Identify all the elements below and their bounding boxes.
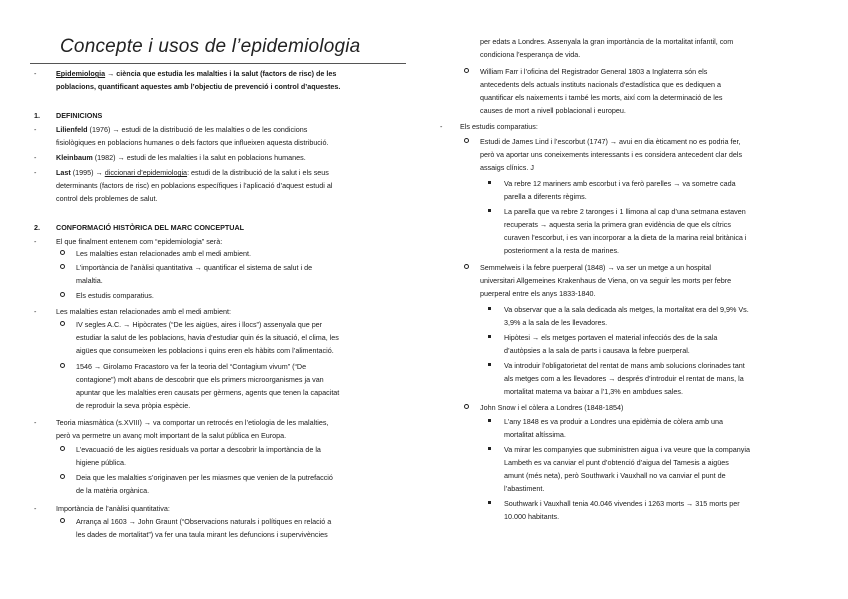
circle-bullet (60, 363, 65, 368)
circle-bullet (60, 321, 65, 326)
dash-bullet: - (34, 307, 37, 316)
square-bullet (488, 447, 491, 450)
list-item: Els estudis comparatius. (76, 291, 154, 300)
list-item: Va rebre 12 mariners amb escorbut i va ferò parelles → va sometre cada (504, 179, 736, 188)
list-item: Arrança al 1603 → John Graunt (“Observacions naturals i polítiques en relació a (76, 517, 332, 526)
list-item-cont: curaven l’escorbut, i es van incorporar a la dieta de la marina reial britànica i (504, 233, 747, 242)
dash-bullet: - (440, 122, 443, 131)
list-item-cont: assaigs clínics. J (480, 163, 534, 172)
author-last: Last (56, 168, 71, 177)
list-item: William Farr i l’oficina del Registrador General 1803 a Inglaterra són els (480, 67, 708, 76)
square-bullet (488, 181, 491, 184)
list-item-cont: 3,9% a la sala de les llevadores. (504, 318, 608, 327)
list-item-cont: les dades de mortalitat”) va fer una taula mirant les defuncions i supervivències (76, 530, 328, 539)
dash-bullet: - (34, 237, 37, 246)
square-bullet (488, 363, 491, 366)
section-title-definicions: DEFINICIONS (56, 111, 103, 120)
circle-bullet (464, 404, 469, 409)
author-kleinbaum: Kleinbaum (56, 153, 93, 162)
list-item: L’evacuació de les aigües residuals va portar a descobrir la importància de la (76, 445, 321, 454)
square-bullet (488, 335, 491, 338)
list-item-cont: condiciona l’esperança de vida. (480, 50, 581, 59)
list-item-cont: mortalitat altíssima. (504, 430, 566, 439)
def-kleinbaum (56, 151, 306, 164)
list-item: Teoria miasmàtica (s.XVIII) → va comportar un retrocés en l’etiologia de les malalties, (56, 418, 329, 427)
list-item-cont: aigües que consumeixen les poblacions i quins eren els hàbits com l’alimentació. (76, 346, 334, 355)
list-item-cont: apuntar que les malalties eren causats per gèrmens, agents que tenen la capacitat (76, 388, 340, 397)
epidemiologia-term: Epidemiologia (56, 69, 106, 78)
def-lilienfeld-1 (56, 123, 307, 136)
list-item-cont: posteriorment a la resta de marines. (504, 246, 620, 255)
dash-bullet: - (34, 168, 37, 177)
section-number: 2. (34, 223, 40, 232)
def-text: (1976) → estudi de la distribució de les malalties o de les condicions (87, 125, 308, 134)
intro-line-2: poblacions, quantificant aquestes amb l’objectiu de prevenció i control d’aquestes. (56, 82, 341, 91)
list-item: L’any 1848 es va produir a Londres una epidèmia de còlera amb una (504, 417, 723, 426)
section-number: 1. (34, 111, 40, 120)
list-item: Les malalties estan relacionades amb el medi ambient: (56, 307, 231, 316)
list-item-cont: Lambeth es va canviar el punt d’obtenció d’aigua del Tamesis a aigües (504, 458, 729, 467)
def-last-2: determinants (factors de risc) en poblacions específiques i l’aplicació d’aquest estudi al (56, 181, 333, 190)
list-item-cont: malaltia. (76, 276, 103, 285)
list-item-cont: quantificar els naixements i també les morts, així com la determinació de les (480, 93, 723, 102)
circle-bullet (464, 138, 469, 143)
list-item: Southwark i Vauxhall tenia 40.046 vivendes i 1263 morts → 315 morts per (504, 499, 740, 508)
list-item: Estudi de James Lind i l’escorbut (1747) → avui en dia èticament no es podria fer, (480, 137, 741, 146)
list-item-cont: estudiar la salut de les poblacions, havia d’estudiar quin és la situació, el clima, les (76, 333, 339, 342)
list-item-cont: universitari Allgemeines Krakenhaus de Viena, on va seguir les morts per febre (480, 276, 732, 285)
def-last-3: control dels problemes de salut. (56, 194, 158, 203)
list-item: L’importància de l’anàlisi quantitativa → quantificar el sistema de salut i de (76, 263, 313, 272)
circle-bullet (60, 264, 65, 269)
dash-bullet: - (34, 69, 37, 78)
circle-bullet (60, 292, 65, 297)
list-item: Va mirar les companyies que subministren aigua i va veure que la companyia (504, 445, 750, 454)
intro-text: → ciència que estudia les malalties i la salut (factors de risc) de les (105, 69, 337, 78)
list-item: John Snow i el còlera a Londres (1848-1854) (480, 403, 624, 412)
list-item: El que finalment entenem com “epidemiologia” serà: (56, 237, 223, 246)
list-item-cont: 10.000 habitants. (504, 512, 560, 521)
dash-bullet: - (34, 504, 37, 513)
list-item-cont: però va aportar uns coneixements interessants i es considera antecedent clar dels (480, 150, 743, 159)
list-item: Hipòtesi → els metges portaven el material infecciós des de la sala (504, 333, 718, 342)
list-item-cont: als metges com a les llevadores → després d’introduir el rentat de mans, la (504, 374, 744, 383)
list-item-cont: l’abastiment. (504, 484, 545, 493)
list-item-cont: parella a diferents règims. (504, 192, 587, 201)
dash-bullet: - (34, 153, 37, 162)
list-item-cont: antecedents dels actuals instituts nacionals d’estadística que es dediquen a (480, 80, 721, 89)
circle-bullet (60, 518, 65, 523)
list-item: Les malalties estan relacionades amb el medi ambient. (76, 249, 251, 258)
list-item: Semmelweis i la febre puerperal (1848) → va ser un metge a un hospital (480, 263, 711, 272)
def-text: : estudi de la distribució de la salut i els seus (187, 168, 329, 177)
list-item: Deia que les malalties s’originaven per les miasmes que venien de la putrefacció (76, 473, 333, 482)
section-title-conformacio: CONFORMACIÓ HISTÒRICA DEL MARC CONCEPTUAL (56, 223, 245, 232)
list-item-cont: d’autòpsies a la sala de parts i causava la febre puerperal. (504, 346, 690, 355)
list-item: 1546 → Girolamo Fracastoro va fer la teoria del “Contagium vivum” (“De (76, 362, 307, 371)
square-bullet (488, 419, 491, 422)
list-item-cont: amunt (més neta), però Southwark i Vauxhall no va canviar el punt de (504, 471, 726, 480)
circle-bullet (464, 264, 469, 269)
intro-line-1 (56, 67, 336, 80)
square-bullet (488, 307, 491, 310)
author-lilienfeld: Lilienfeld (56, 125, 88, 134)
def-text: (1982) → estudi de les malalties i la salut en poblacions humanes. (92, 153, 306, 162)
square-bullet (488, 209, 491, 212)
list-item: IV segles A.C. → Hipòcrates (“De les aigües, aires i llocs”) assenyala que per (76, 320, 323, 329)
circle-bullet (60, 446, 65, 451)
list-item-cont: contagione”) molt abans de descobrir que els primers microorganismes ja van (76, 375, 324, 384)
def-text: (1995) → (70, 168, 105, 177)
page-title: Concepte i usos de l’epidemiologia (60, 36, 361, 57)
def-last-1 (56, 166, 329, 179)
list-item-cont: higiene pública. (76, 458, 126, 467)
list-item-cont: però va permetre un avanç molt important de la salut pública en Europa. (56, 431, 287, 440)
list-item-cont: causes de mort a nivell poblacional i europeu. (480, 106, 626, 115)
dash-bullet: - (34, 125, 37, 134)
list-item: Va observar que a la sala dedicada als metges, la mortalitat era del 9,9% Vs. (504, 305, 749, 314)
circle-bullet (464, 68, 469, 73)
circle-bullet (60, 474, 65, 479)
dictionary-link[interactable]: diccionari d’epidemiologia (104, 168, 188, 177)
list-item: Va introduir l’obligatorietat del rentat de mans amb solucions clorinades tant (504, 361, 745, 370)
list-item-cont: puerperal entre els anys 1833-1840. (480, 289, 596, 298)
list-item-cont: de reproduir la seva pròpia espècie. (76, 401, 191, 410)
list-item-cont: mortalitat materna va baixar a l’1,3% en ambdues sales. (504, 387, 683, 396)
list-item-cont: de la matèria orgànica. (76, 486, 150, 495)
circle-bullet (60, 250, 65, 255)
square-bullet (488, 501, 491, 504)
list-item: Importància de l’anàlisi quantitativa: (56, 504, 170, 513)
list-item-cont: per edats a Londres. Assenyala la gran importància de la mortalitat infantil, com (480, 37, 734, 46)
list-item: La parella que va rebre 2 taronges i 1 llimona al cap d’una setmana estaven (504, 207, 746, 216)
list-item: Els estudis comparatius: (460, 122, 538, 131)
list-item-cont: recuperats → aquesta seria la primera gran evidència de que els cítrics (504, 220, 731, 229)
dash-bullet: - (34, 418, 37, 427)
def-lilienfeld-2: fisiològiques en poblacions humanes o dels factors que influeixen aquesta distribució. (56, 138, 329, 147)
title-underline (30, 63, 406, 64)
